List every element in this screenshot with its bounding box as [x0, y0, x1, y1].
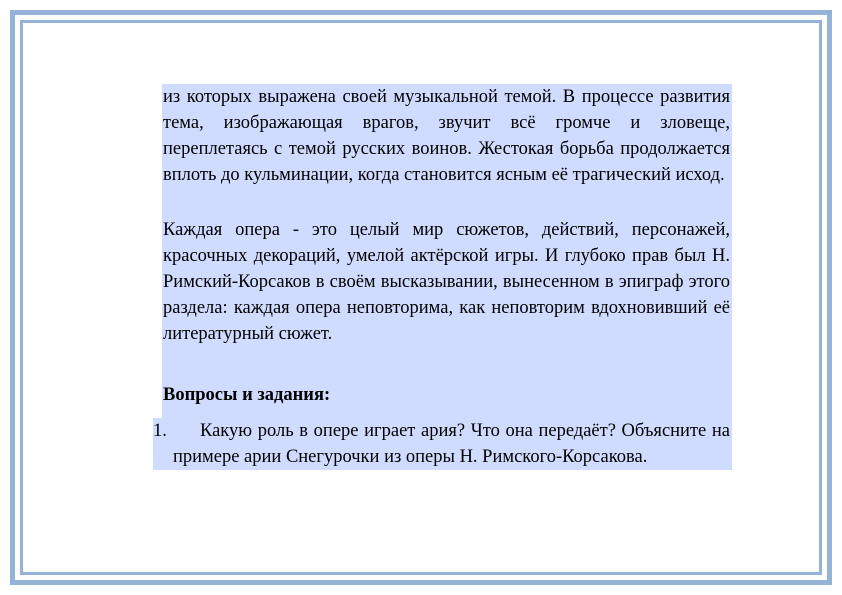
questions-title: Вопросы и задания:	[162, 382, 732, 418]
list-item-text: Какую роль в опере играет ария? Что она передаёт? Объясните на примере арии Снегурочки из оперы Н. Римского-Корсакова.	[173, 421, 730, 467]
questions-list	[153, 418, 732, 470]
paragraph-2: Каждая опера - это целый мир сюжетов, действий, персонажей, красочных декораций, умелой актёрской игры. И глубоко прав был Н. Римский-Корсаков в своём высказывании, вынесенном в эпиграф этого раздела: каждая опера неповторима, как неповторим вдохновивший её литературный сюжет.	[162, 217, 732, 382]
text-content	[153, 84, 732, 470]
list-item-number: 1.	[153, 421, 167, 441]
paragraph-1: из которых выражена своей музыкальной темой. В процессе развития тема, изображающая врагов, звучит всё громче и зловеще, переплетаясь с темой русских воинов. Жестокая борьба продолжается вплоть до кульминации, когда становится ясным её трагический исход.	[162, 84, 732, 217]
list-item	[153, 418, 730, 470]
